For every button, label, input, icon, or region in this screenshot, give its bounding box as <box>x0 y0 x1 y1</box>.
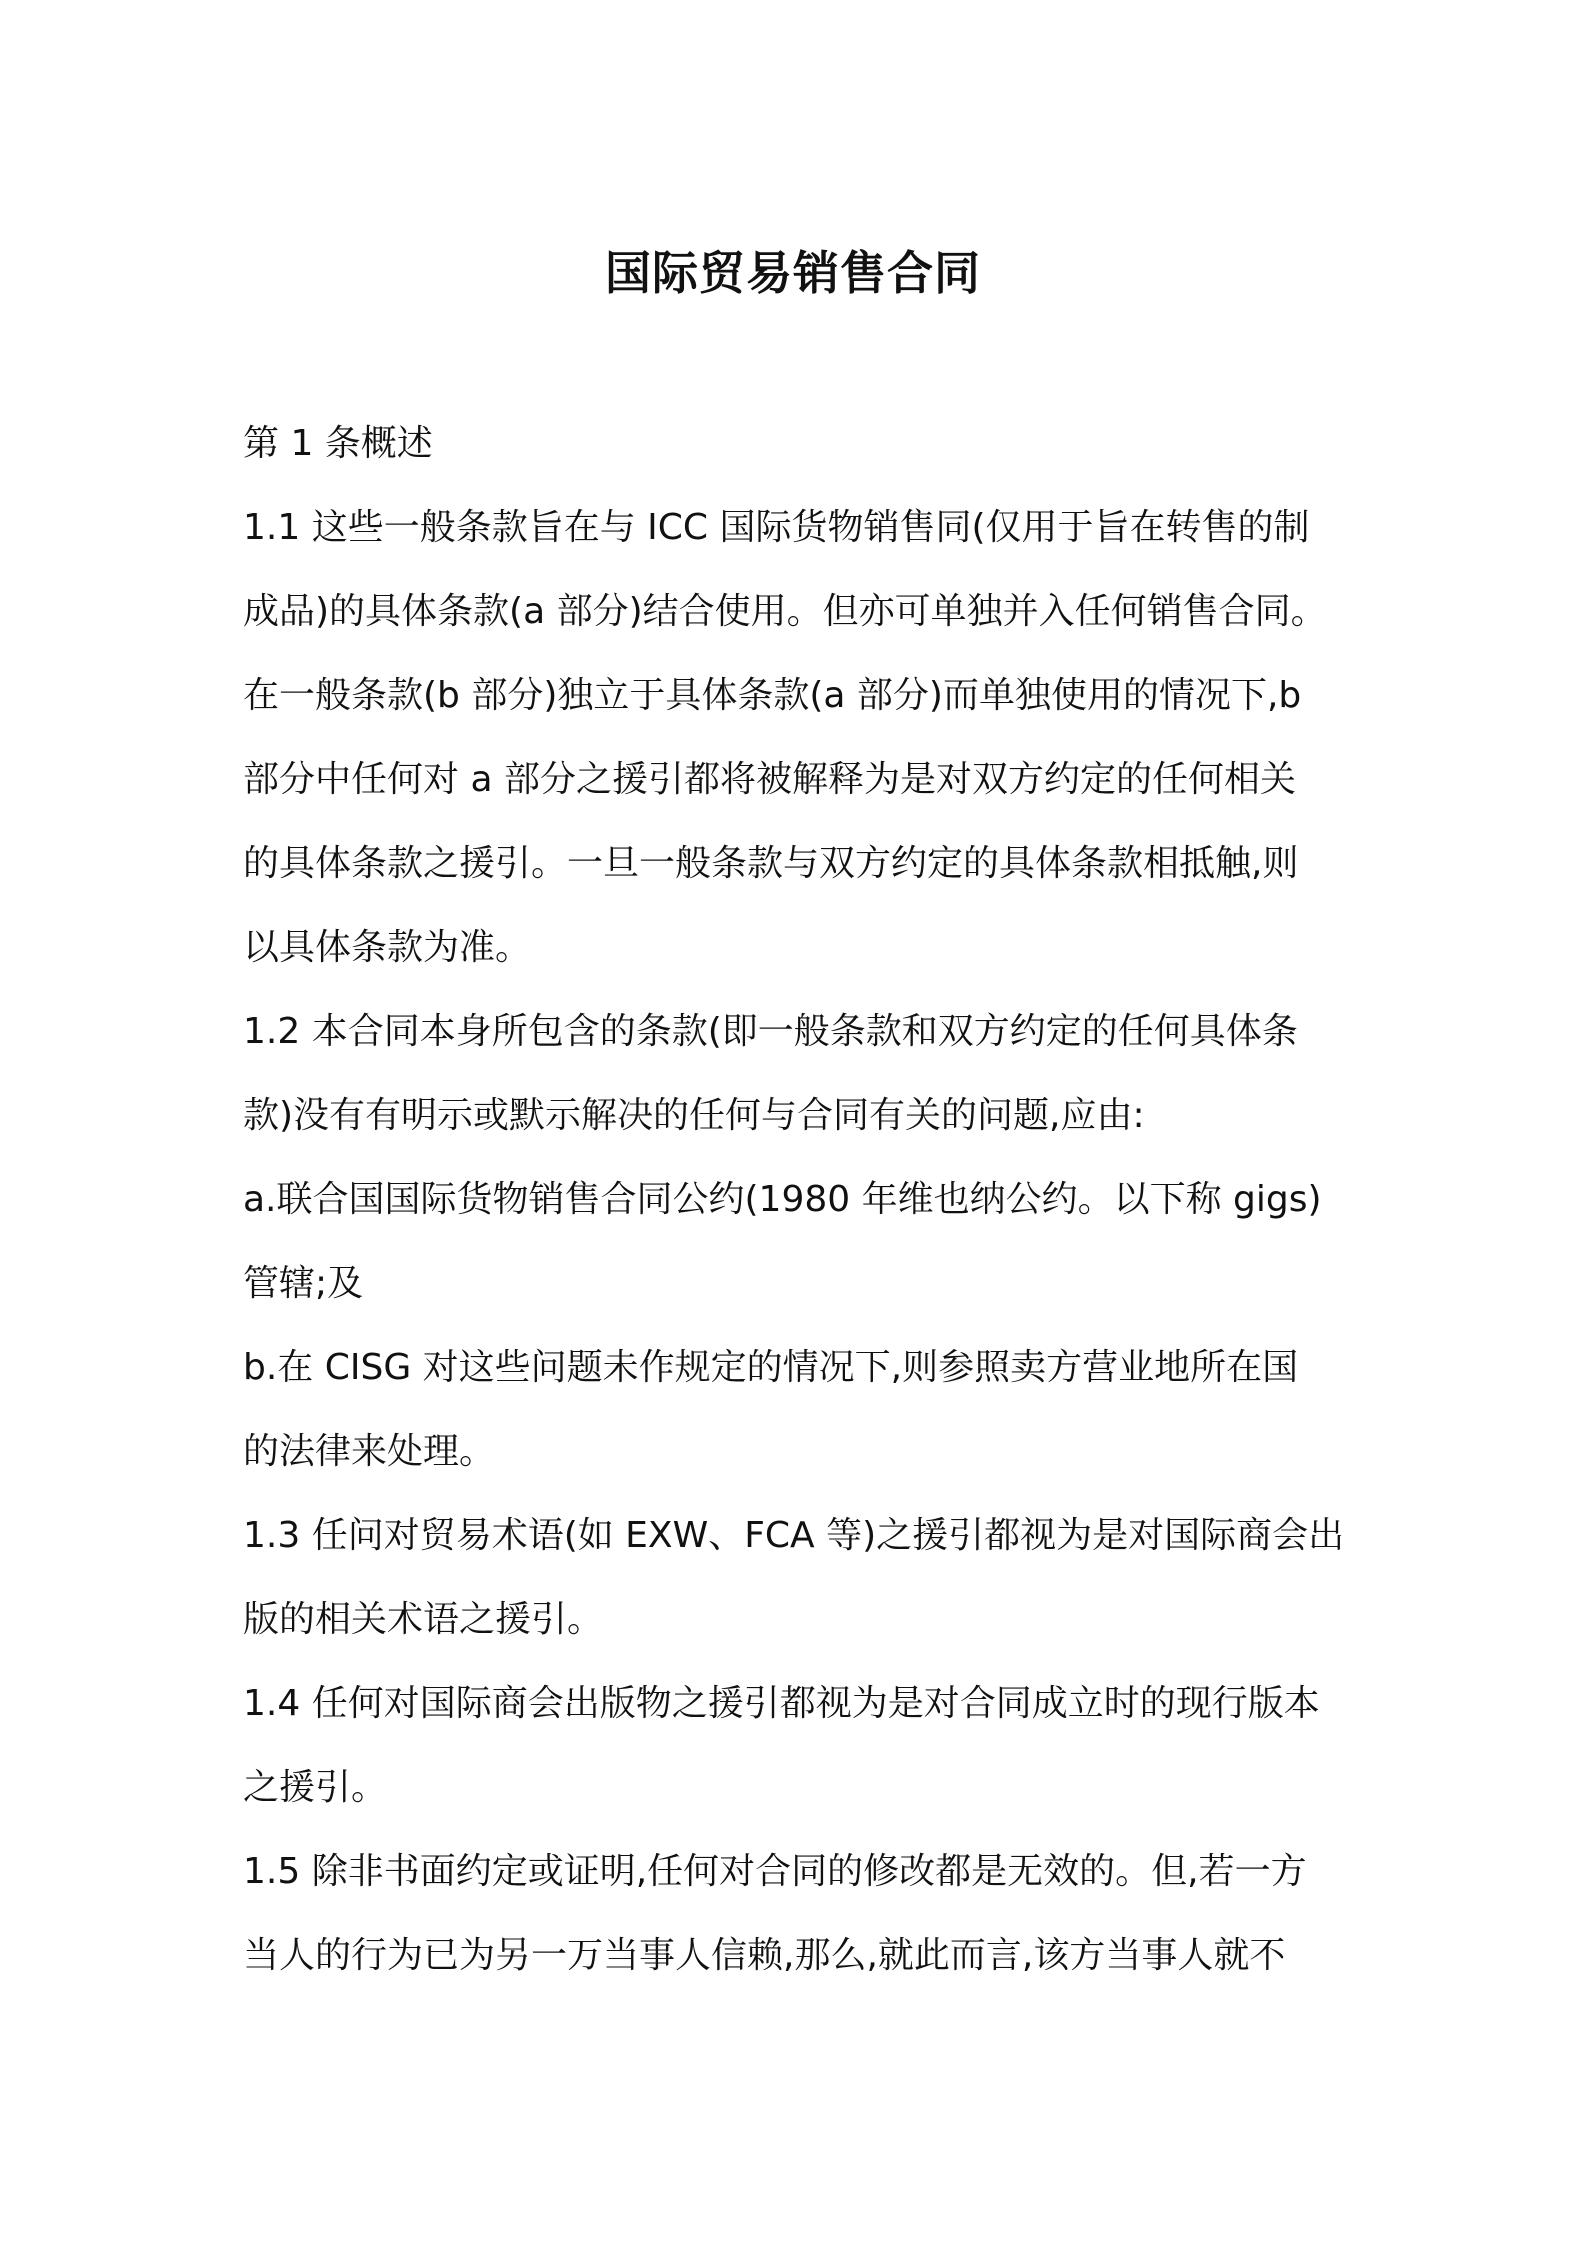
section-heading: 第 1 条概述 <box>243 423 433 464</box>
document-title: 国际贸易销售合同 <box>605 245 981 300</box>
text-line: 成品)的具体条款(a 部分)结合使用。但亦可单独并入任何销售合同。 <box>243 591 1327 632</box>
text-line: 之援引。 <box>243 1767 388 1808</box>
text-line: b.在 CISG 对这些问题未作规定的情况下,则参照卖方营业地所在国 <box>243 1347 1299 1388</box>
text-line: 部分中任何对 a 部分之援引都将被解释为是对双方约定的任何相关 <box>243 759 1296 800</box>
text-line: 当人的行为已为另一万当事人信赖,那么,就此而言,该方当事人就不 <box>243 1935 1286 1976</box>
text-line: 款)没有有明示或默示解决的任何与合同有关的问题,应由: <box>243 1095 1145 1136</box>
text-line: 的具体条款之援引。一旦一般条款与双方约定的具体条款相抵触,则 <box>243 843 1299 884</box>
document-body <box>243 402 1363 1998</box>
text-line: 以具体条款为准。 <box>243 927 532 968</box>
text-line: 的法律来处理。 <box>243 1431 496 1472</box>
text-line: 版的相关术语之援引。 <box>243 1599 604 1640</box>
text-line: 1.1 这些一般条款旨在与 ICC 国际货物销售同(仅用于旨在转售的制 <box>243 507 1310 548</box>
text-line: a.联合国国际货物销售合同公约(1980 年维也纳公约。以下称 gigs) <box>243 1179 1322 1220</box>
text-line: 1.3 任问对贸易术语(如 EXW、FCA 等)之援引都视为是对国际商会出 <box>243 1515 1345 1556</box>
text-line: 1.5 除非书面约定或证明,任何对合同的修改都是无效的。但,若一方 <box>243 1851 1307 1892</box>
text-line: 在一般条款(b 部分)独立于具体条款(a 部分)而单独使用的情况下,b <box>243 675 1302 716</box>
text-line: 管辖;及 <box>243 1263 364 1304</box>
text-line: 1.4 任何对国际商会出版物之援引都视为是对合同成立时的现行版本 <box>243 1683 1320 1724</box>
text-line: 1.2 本合同本身所包含的条款(即一般条款和双方约定的任何具体条 <box>243 1011 1298 1052</box>
